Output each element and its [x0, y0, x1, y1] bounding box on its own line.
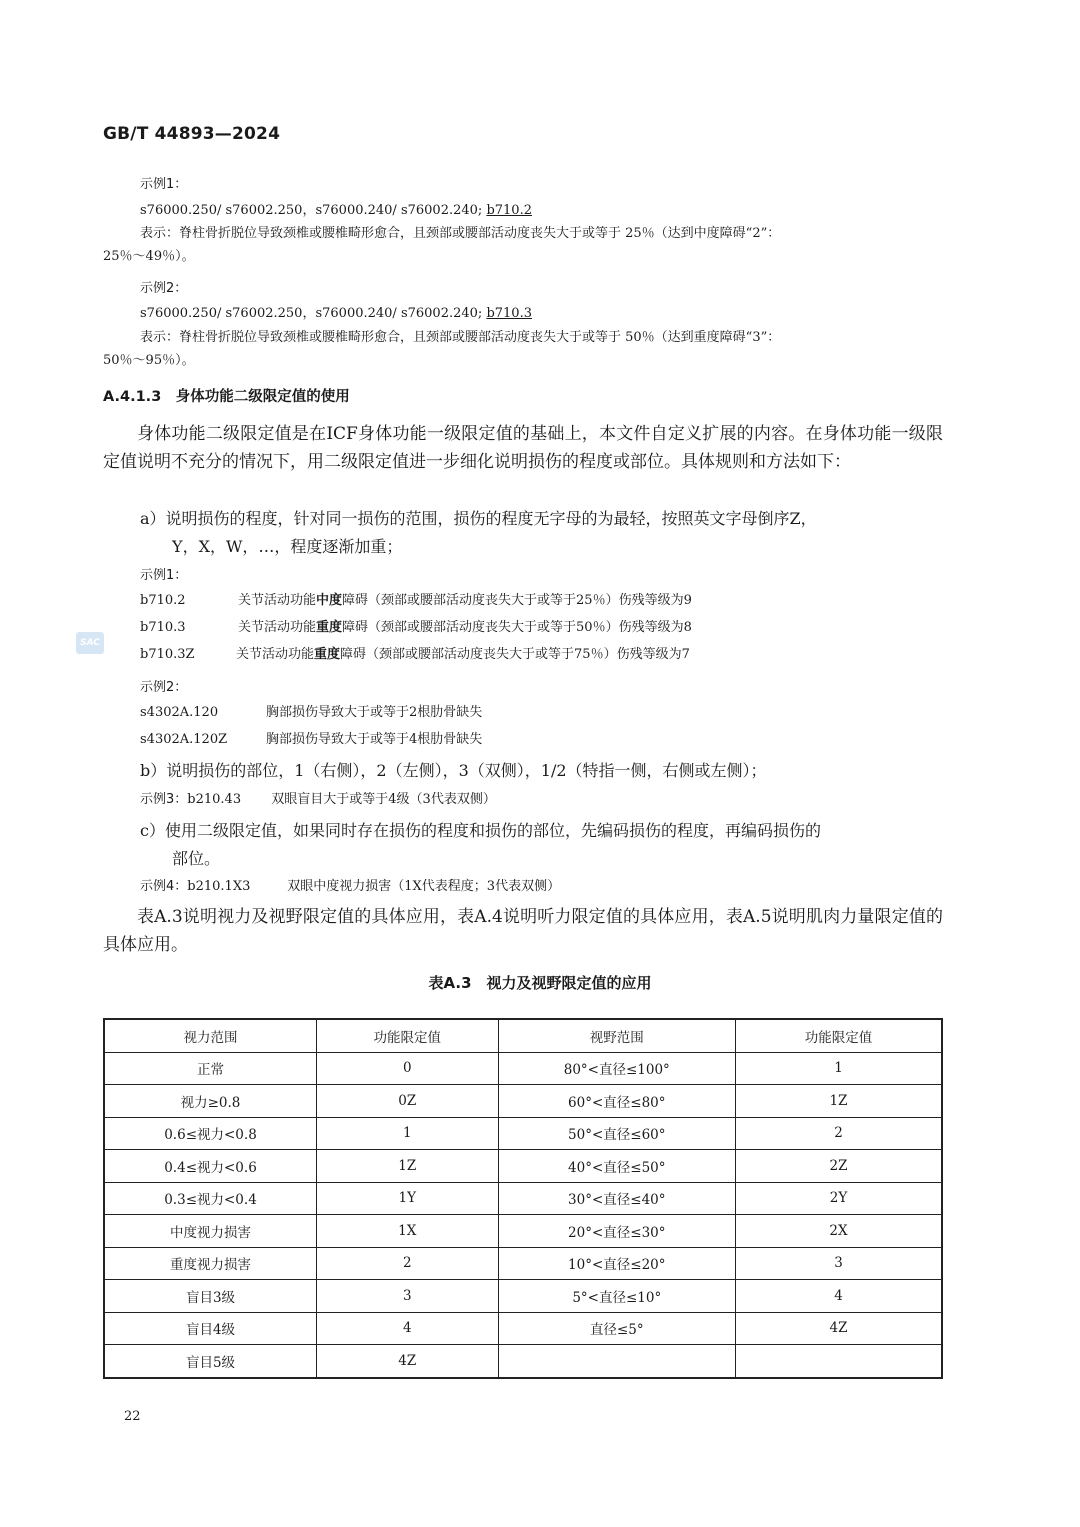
table-cell: 50°<直径≤60° — [498, 1117, 735, 1150]
item-a-line2: Y，X，W，…，程度逐渐加重； — [172, 537, 403, 556]
example-4-text: 双眼中度视力损害（1X代表程度；3代表双侧） — [287, 879, 561, 894]
table-header-cell: 视力范围 — [104, 1019, 317, 1052]
table-cell: 5°<直径≤10° — [498, 1280, 735, 1313]
example-1b-bold: 重度 — [314, 647, 341, 662]
table-row — [104, 1345, 942, 1378]
table-cell: 2X — [736, 1215, 943, 1248]
example-1-code-underlined: b710.2 — [486, 203, 532, 218]
table-cell: 视力≥0.8 — [104, 1085, 317, 1118]
table-row — [104, 1085, 942, 1118]
example-2b-code: s4302A.120Z — [140, 732, 228, 747]
table-header-row — [104, 1019, 942, 1052]
table-cell: 3 — [736, 1247, 943, 1280]
example-4-code: b210.1X3 — [187, 879, 251, 894]
section-heading: A.4.1.3 身体功能二级限定值的使用 — [103, 389, 350, 405]
example-2b-text: 胸部损伤导致大于或等于4根肋骨缺失 — [266, 732, 483, 747]
table-cell: 1 — [317, 1117, 499, 1150]
example-3-label: 示例3： — [140, 792, 188, 807]
example-2-desc-line1: 表示：脊柱骨折脱位导致颈椎或腰椎畸形愈合，且颈部或腰部活动度丧失大于或等于 50％（达到重度障碍“3”： — [140, 330, 781, 345]
table-cell: 4Z — [736, 1312, 943, 1345]
example-2-code-prefix: s76000.250/ s76002.250，s76000.240/ s76002.240; — [140, 306, 487, 321]
table-cell: 1Z — [317, 1150, 499, 1183]
table-cell: 60°<直径≤80° — [498, 1085, 735, 1118]
example-1b-row — [140, 616, 692, 635]
example-1b-code: b710.2 — [140, 593, 186, 608]
table-row — [104, 1182, 942, 1215]
example-3-code: b210.43 — [187, 792, 242, 807]
example-2b-row — [140, 728, 482, 747]
table-cell: 2 — [317, 1247, 499, 1280]
example-1b-post: 障碍（颈部或腰部活动度丧失大于或等于50％）伤残等级为8 — [342, 620, 692, 635]
example-1b-label: 示例1： — [140, 568, 188, 583]
table-cell: 正常 — [104, 1052, 317, 1085]
item-b: b）说明损伤的部位，1（右侧），2（左侧），3（双侧），1/2（特指一侧，右侧或左侧）； — [140, 761, 767, 780]
example-3-text: 双眼盲目大于或等于4级（3代表双侧） — [271, 792, 496, 807]
example-1b-bold: 重度 — [316, 620, 343, 635]
table-cell: 30°<直径≤40° — [498, 1182, 735, 1215]
table-cell: 20°<直径≤30° — [498, 1215, 735, 1248]
table-cell: 2Z — [736, 1150, 943, 1183]
table-row — [104, 1312, 942, 1345]
example-2b-row — [140, 701, 482, 720]
example-1b-pre: 关节活动功能 — [238, 620, 317, 635]
example-3 — [140, 788, 496, 807]
table-cell: 0 — [317, 1052, 499, 1085]
example-2b-label: 示例2： — [140, 680, 188, 695]
table-cell: 1 — [736, 1052, 943, 1085]
table-title: 表A.3 视力及视野限定值的应用 — [428, 974, 652, 992]
table-cell: 直径≤5° — [498, 1312, 735, 1345]
table-cell: 4 — [736, 1280, 943, 1313]
example-1-desc-line1: 表示：脊柱骨折脱位导致颈椎或腰椎畸形愈合，且颈部或腰部活动度丧失大于或等于 25％（达到中度障碍“2”： — [140, 226, 781, 241]
example-1-code-prefix: s76000.250/ s76002.250，s76000.240/ s76002.240; — [140, 203, 487, 218]
table-row — [104, 1052, 942, 1085]
table-cell: 40°<直径≤50° — [498, 1150, 735, 1183]
table-cell: 4Z — [317, 1345, 499, 1378]
example-1-code — [140, 199, 532, 218]
table-cell: 3 — [317, 1280, 499, 1313]
item-a-line1: a）说明损伤的程度，针对同一损伤的范围，损伤的程度无字母的为最轻，按照英文字母倒序Z， — [140, 509, 817, 528]
example-4-label: 示例4： — [140, 879, 188, 894]
example-2-code-underlined: b710.3 — [486, 306, 532, 321]
table-row — [104, 1117, 942, 1150]
intro-paragraph: 身体功能二级限定值是在ICF身体功能一级限定值的基础上，本文件自定义扩展的内容。在身体功能一级限定值说明不充分的情况下，用二级限定值进一步细化说明损伤的程度或部位。具体规则和方法如下： — [103, 424, 943, 472]
table-cell: 0.4≤视力<0.6 — [104, 1150, 317, 1183]
document-header: GB/T 44893—2024 — [103, 124, 281, 144]
table-row — [104, 1150, 942, 1183]
item-c-line2: 部位。 — [172, 849, 221, 868]
example-1-label: 示例1： — [140, 177, 188, 192]
sac-watermark-logo: SAC — [76, 632, 104, 654]
example-1-desc-line2: 25％～49％）。 — [103, 249, 195, 264]
table-cell: 4 — [317, 1312, 499, 1345]
table-cell: 0.6≤视力<0.8 — [104, 1117, 317, 1150]
item-c-line1: c）使用二级限定值，如果同时存在损伤的程度和损伤的部位，先编码损伤的程度，再编码损伤的 — [140, 821, 821, 840]
example-1b-pre: 关节活动功能 — [238, 593, 317, 608]
table-row — [104, 1215, 942, 1248]
example-2-desc-line2: 50％～95％）。 — [103, 353, 195, 368]
example-1b-row — [140, 643, 690, 662]
table-cell — [498, 1345, 735, 1378]
table-cell: 1Y — [317, 1182, 499, 1215]
page-number: 22 — [124, 1409, 141, 1424]
closing-paragraph: 表A.3说明视力及视野限定值的具体应用，表A.4说明听力限定值的具体应用，表A.5说明肌肉力量限定值的具体应用。 — [103, 907, 943, 955]
table-header-cell: 功能限定值 — [317, 1019, 499, 1052]
example-4 — [140, 875, 560, 894]
table-cell — [736, 1345, 943, 1378]
table-cell: 盲目4级 — [104, 1312, 317, 1345]
table-row — [104, 1247, 942, 1280]
example-1b-bold: 中度 — [316, 593, 343, 608]
example-1b-code: b710.3Z — [140, 647, 195, 662]
example-2b-code: s4302A.120 — [140, 705, 219, 720]
table-cell: 盲目3级 — [104, 1280, 317, 1313]
table-cell: 10°<直径≤20° — [498, 1247, 735, 1280]
example-1b-post: 障碍（颈部或腰部活动度丧失大于或等于75％）伤残等级为7 — [340, 647, 690, 662]
example-2-label: 示例2： — [140, 281, 188, 296]
table-cell: 2Y — [736, 1182, 943, 1215]
table-cell: 80°<直径≤100° — [498, 1052, 735, 1085]
example-2b-text: 胸部损伤导致大于或等于2根肋骨缺失 — [266, 705, 483, 720]
table-cell: 中度视力损害 — [104, 1215, 317, 1248]
example-1b-post: 障碍（颈部或腰部活动度丧失大于或等于25％）伤残等级为9 — [342, 593, 692, 608]
table-row — [104, 1280, 942, 1313]
table-cell: 盲目5级 — [104, 1345, 317, 1378]
vision-limits-table — [103, 1018, 943, 1379]
table-cell: 0.3≤视力<0.4 — [104, 1182, 317, 1215]
example-1b-row — [140, 589, 692, 608]
table-cell: 1Z — [736, 1085, 943, 1118]
example-1b-pre: 关节活动功能 — [236, 647, 315, 662]
table-cell: 1X — [317, 1215, 499, 1248]
table-cell: 2 — [736, 1117, 943, 1150]
table-cell: 0Z — [317, 1085, 499, 1118]
table-header-cell: 视野范围 — [498, 1019, 735, 1052]
table-cell: 重度视力损害 — [104, 1247, 317, 1280]
example-2-code — [140, 302, 532, 321]
table-header-cell: 功能限定值 — [736, 1019, 943, 1052]
example-1b-code: b710.3 — [140, 620, 186, 635]
